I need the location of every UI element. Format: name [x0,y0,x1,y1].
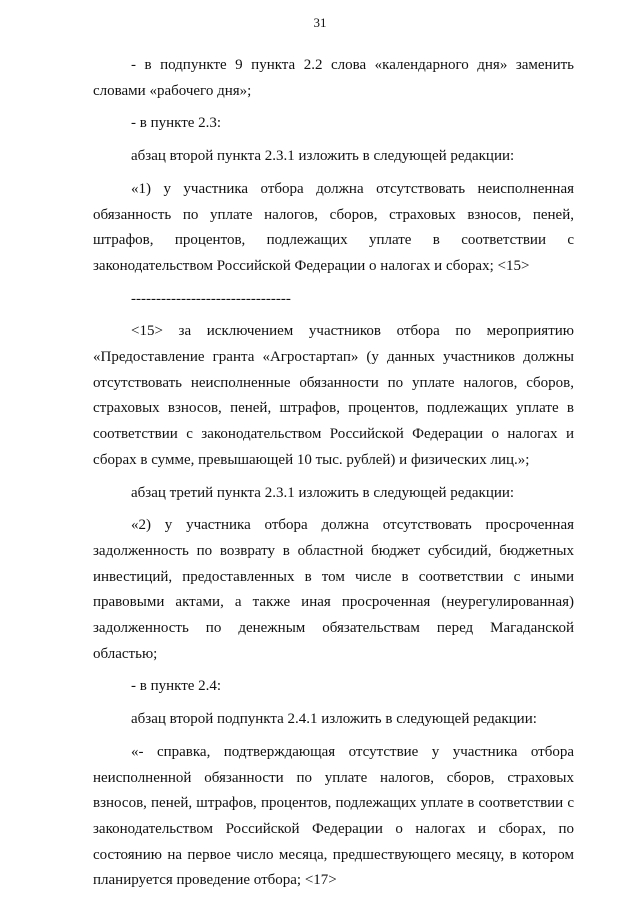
paragraph-item-2-3: - в пункте 2.3: [131,115,222,132]
footnote-separator: -------------------------------- [131,290,291,307]
paragraph-2-4-1-intro: абзац второй подпункта 2.4.1 изложить в следующей редакции: [131,711,537,728]
paragraph-condition-2: «2) у участника отбора должна отсутствовать просроченная задолженность по возврату в областной бюджет субсидий, бюджетных инвестиций, предоставленных в том числе в соответствии с иными правовыми актами, а также иная просроченная (неурегулированная) задолженность по денежным обязательствам перед Магаданской областью; [93,517,574,662]
document-body [93,53,574,901]
paragraph-amend-subitem-9: - в подпункте 9 пункта 2.2 слова «календарного дня» заменить словами «рабочего дня»; [93,57,574,99]
paragraph-2-3-1-second-intro: абзац второй пункта 2.3.1 изложить в следующей редакции: [131,148,515,165]
page-number: 31 [313,15,327,30]
paragraph-certificate: «- справка, подтверждающая отсутствие у участника отбора неисполненной обязанности по уплате налогов, сборов, страховых взносов, пеней, штрафов, процентов, подлежащих уплате в соответствии с законодательством Российской Федерации о налогах и сборах, по состоянию на первое число месяца, предшествующего месяцу, в котором планируется проведение отбора; <17> [93,743,574,889]
paragraph-condition-1: «1) у участника отбора должна отсутствовать неисполненная обязанность по уплате налогов, сборов, страховых взносов, пеней, штрафов, процентов, подлежащих уплате в соответствии с законодательством Российской Федерации о налогах и сборах; <15> [93,180,574,274]
paragraph-item-2-4: - в пункте 2.4: [131,678,222,695]
paragraph-2-3-1-third-intro: абзац третий пункта 2.3.1 изложить в следующей редакции: [131,484,515,501]
footnote-15: <15> за исключением участников отбора по мероприятию «Предоставление гранта «Агростартап» (у данных участников должны отсутствовать неисполненные обязанности по уплате налогов, сборов, страховых взносов, пеней, штрафов, процентов, подлежащих уплате в соответствии с законодательством Российской Федерации о налогах и сборах в сумме, превышающей 10 тыс. рублей) и физических лиц.»; [93,323,574,468]
